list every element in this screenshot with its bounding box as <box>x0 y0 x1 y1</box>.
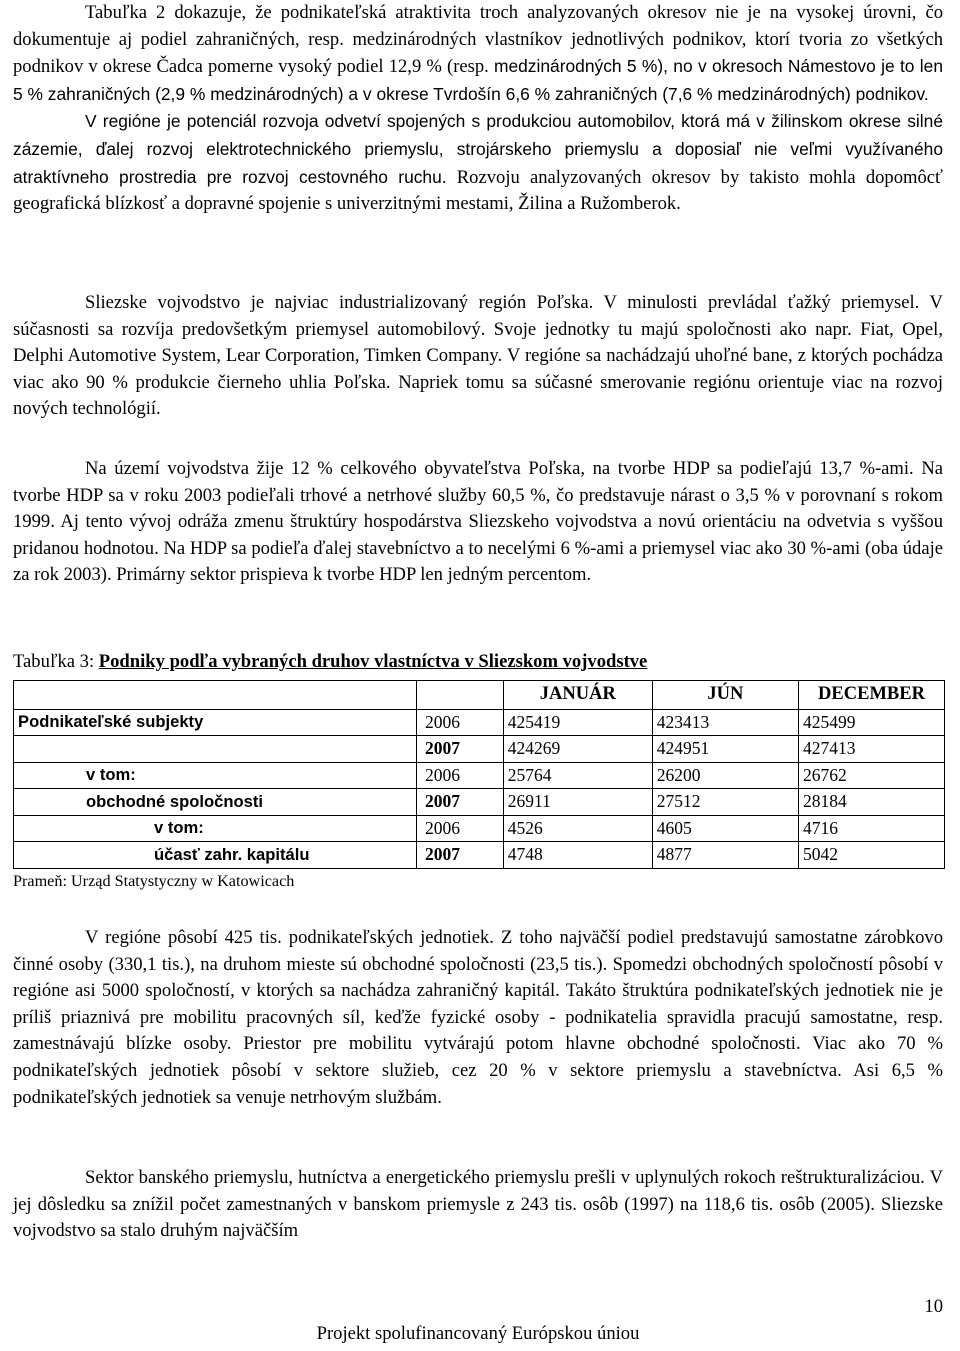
table-header-cell: DECEMBER <box>799 681 945 710</box>
row-label: Podnikateľské subjekty <box>14 709 417 736</box>
table-row <box>14 762 945 789</box>
table-caption-prefix: Tabuľka 3: <box>13 651 99 672</box>
table-row <box>14 736 945 763</box>
row-year: 2007 <box>416 842 503 869</box>
table-cell: 25764 <box>503 762 652 789</box>
paragraph-2: Sliezske vojvodstvo je najviac industrializovaný región Poľska. V minulosti prevládal ťažký priemysel. V súčasnosti sa rozvíja predovšetkým priemysel automobilový. Svoje jednotky tu majú spoločnosti ako napr. Fiat, Opel, Delphi Automotive System, Lear Corporation, Timken Company. V regióne sa nachádzajú uhoľné bane, z ktorých pochádza viac ako 90 % produkcie čierneho uhlia Poľska. Napriek tomu sa súčasné smerovanie regiónu orientuje viac na rozvoj nových technológií. <box>13 292 943 420</box>
row-year: 2006 <box>416 815 503 842</box>
table-cell: 4748 <box>503 842 652 869</box>
table-cell: 26911 <box>503 789 652 816</box>
row-label: obchodné spoločnosti <box>14 789 417 816</box>
table-row <box>14 789 945 816</box>
row-label: v tom: <box>14 815 417 842</box>
table-cell: 4877 <box>652 842 798 869</box>
table-cell: 27512 <box>652 789 798 816</box>
row-label <box>14 736 417 763</box>
table-header-cell: JANUÁR <box>503 681 652 710</box>
table-cell: 26762 <box>799 762 945 789</box>
table-cell: 4605 <box>652 815 798 842</box>
table-cell: 4526 <box>503 815 652 842</box>
table-cell: 5042 <box>799 842 945 869</box>
table-source: Prameň: Urząd Statystyczny w Katowicach <box>13 872 295 890</box>
paragraph-1 <box>13 0 943 218</box>
table-cell: 425419 <box>503 709 652 736</box>
table-row <box>14 709 945 736</box>
table-caption-title: Podniky podľa vybraných druhov vlastníctva v Sliezskom vojvodstve <box>98 651 648 672</box>
table-row <box>14 815 945 842</box>
table-header-empty <box>14 681 417 710</box>
paragraph-1-part-a: Tabuľka 2 dokazuje, že podnikateľská atraktivita troch analyzovaných okresov nie je na vysokej úrovni, čo dokumentuje aj podiel zahraničných, resp. medzinárodných vlastníkov jednotlivých podnikov, ktorí tvoria zo všetkých podnikov v okrese Čadca pomerne vysoký podiel 12,9 % (resp. <box>13 2 943 78</box>
table-cell: 4716 <box>799 815 945 842</box>
table-row <box>14 842 945 869</box>
paragraph-1-part-c: V regióne je potenciál rozvoja odvetví spojených s produkciou automobilov, ktorá má v žilinskom okrese silné zázemie, ďalej rozvoj elektrotechnického priemyslu, strojárskeho priemyslu a doposiaľ nie veľmi využívaného atraktívneho prostredia pre rozvoj cestovného ruchu. <box>13 111 943 187</box>
row-label: v tom: <box>14 762 417 789</box>
enterprise-table <box>13 680 945 869</box>
table-cell: 424269 <box>503 736 652 763</box>
paragraph-4: V regióne pôsobí 425 tis. podnikateľských jednotiek. Z toho najväčší podiel predstavujú samostatne zárobkovo činné osoby (330,1 tis.), na druhom mieste sú obchodné spoločnosti (23,5 tis.). Spomedzi obchodných spoločností pôsobí v regióne asi 5000 spoločností, v ktorých sa nachádza zahraničný kapitál. Takáto štruktúra podnikateľských jednotiek nie je príliš priaznivá pre mobilitu pracovných síl, keďže fyzické osoby - podnikatelia spravidla pracujú samostatne, resp. zamestnávajú blízke osoby. Priestor pre mobilitu vytvárajú potom hlavne obchodné spoločnosti. Viac ako 70 % podnikateľských jednotiek pôsobí v sektore služieb, cez 20 % v sektore priemyslu a stavebníctva. Asi 6,5 % podnikateľských jednotiek sa venuje netrhovým službám. <box>13 927 943 1108</box>
table-caption <box>13 651 647 673</box>
table-header-row <box>14 681 945 710</box>
row-label: účasť zahr. kapitálu <box>14 842 417 869</box>
paragraph-5: Sektor banského priemyslu, hutníctva a energetického priemyslu prešli v uplynulých rokoch reštrukturalizáciou. V jej dôsledku sa znížil počet zamestnaných v banskom priemysle z 243 tis. osôb (1997) na 118,6 tis. osôb (2005). Sliezske vojvodstvo sa stalo druhým najväčším <box>13 1167 943 1242</box>
row-year: 2006 <box>416 709 503 736</box>
table-header-empty <box>416 681 503 710</box>
table-cell: 423413 <box>652 709 798 736</box>
table-cell: 425499 <box>799 709 945 736</box>
row-year: 2007 <box>416 789 503 816</box>
paragraph-3: Na území vojvodstva žije 12 % celkového obyvateľstva Poľska, na tvorbe HDP sa podieľajú 13,7 %-ami. Na tvorbe HDP sa v roku 2003 podieľali trhové a netrhové služby 60,5 %, čo predstavuje nárast o 3,5 % v porovnaní s rokom 1999. Aj tento vývoj odráža zmenu štruktúry hospodárstva Sliezskeho vojvodstva a novú orientáciu na odvetvia s vyššou pridanou hodnotou. Na HDP sa podieľa ďalej stavebníctvo a to necelými 6 %-ami a priemysel viac ako 30 %-ami (oba údaje za rok 2003). Primárny sektor prispieva k tvorbe HDP len jedným percentom. <box>13 458 943 586</box>
row-year: 2006 <box>416 762 503 789</box>
table-header-cell: JÚN <box>652 681 798 710</box>
table-cell: 427413 <box>799 736 945 763</box>
page-footer: Projekt spolufinancovaný Európskou úniou <box>316 1323 640 1344</box>
paragraph-1-part-b: medzinárodných 5 %), no v okresoch Námestovo je to len 5 % zahraničných (2,9 % medzinárodných) a v okrese Tvrdošín 6,6 % zahraničných (7,6 % medzinárodných) podnikov. <box>13 56 943 104</box>
row-year: 2007 <box>416 736 503 763</box>
table-cell: 26200 <box>652 762 798 789</box>
page-number: 10 <box>924 1296 943 1317</box>
paragraph-1-part-d: Rozvoju analyzovaných okresov by takisto mohla dopomôcť geografická blízkosť a dopravné spojenie s univerzitnými mestami, Žilina a Ružomberok. <box>13 166 943 215</box>
table-cell: 28184 <box>799 789 945 816</box>
table-cell: 424951 <box>652 736 798 763</box>
